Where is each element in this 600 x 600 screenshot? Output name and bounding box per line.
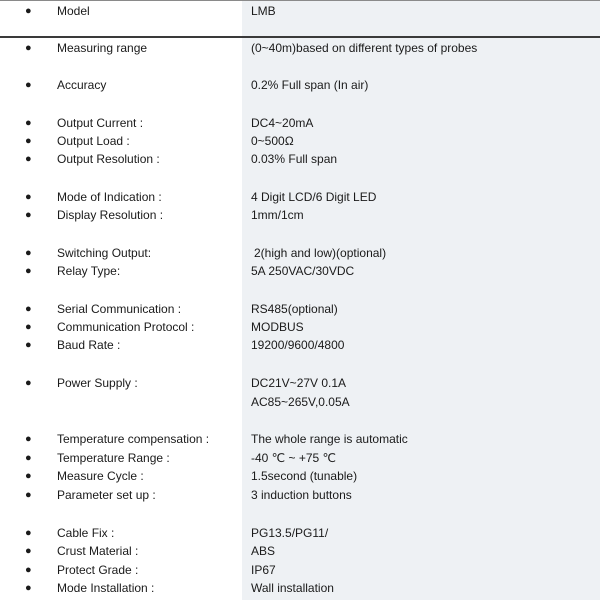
bullet: ● [25,117,32,129]
spec-label: Serial Communication : [57,302,182,316]
spec-row-baud-rate [0,336,600,354]
spec-label: Relay Type: [57,264,121,278]
spec-row-parameter-set-up [0,486,600,504]
spec-label: Mode of Indication : [57,190,162,204]
spec-label: Display Resolution : [57,208,164,222]
bullet: ● [25,582,32,594]
spec-value: DC21V~27V 0.1A [251,376,347,390]
spec-value: RS485(optional) [251,302,338,316]
spec-label: Power Supply : [57,376,138,390]
spec-value-secondary: AC85~265V,0.05A [251,395,350,409]
spec-row-accuracy [0,76,600,94]
bullet: ● [25,564,32,576]
bullet: ● [25,545,32,557]
bullet: ● [25,489,32,501]
spec-label: Measuring range [57,41,148,55]
bullet: ● [25,265,32,277]
spec-label: Temperature compensation : [57,432,210,446]
bullet: ● [25,79,32,91]
spec-row-protect-grade [0,561,600,579]
spec-label: Output Load : [57,134,130,148]
bullet: ● [25,5,32,17]
bullet: ● [25,527,32,539]
spec-row-crust-material [0,542,600,560]
bullet: ● [25,247,32,259]
spec-value: (0~40m)based on different types of probes [251,41,478,55]
spec-label: Parameter set up : [57,488,156,502]
spec-row-communication-protocol [0,318,600,336]
bullet: ● [25,191,32,203]
spec-value: ABS [251,544,276,558]
bullet: ● [25,470,32,482]
spec-value: 0.2% Full span (In air) [251,78,369,92]
bullet: ● [25,452,32,464]
spec-value: -40 ℃ ~ +75 ℃ [251,451,336,465]
bullet: ● [25,339,32,351]
spec-value: Wall installation [251,581,334,595]
spec-label: Accuracy [57,78,107,92]
bullet: ● [25,42,32,54]
spec-value: MODBUS [251,320,304,334]
spec-row-temperature-range [0,449,600,467]
spec-row-measuring-range [0,39,600,57]
spec-value: 19200/9600/4800 [251,338,345,352]
bullet: ● [25,135,32,147]
spec-row-output-load [0,132,600,150]
header-divider [0,36,600,38]
spec-label: Output Current : [57,116,144,130]
spec-row-power-supply [0,374,600,392]
spec-value: 4 Digit LCD/6 Digit LED [251,190,377,204]
spec-label: Cable Fix : [57,526,115,540]
spec-row-display-resolution [0,206,600,224]
spec-label: Baud Rate : [57,338,121,352]
spec-value: IP67 [251,563,276,577]
bullet: ● [25,321,32,333]
spec-value: 0~500Ω [251,134,294,148]
spec-label: Output Resolution : [57,152,160,166]
spec-label: Mode Installation : [57,581,155,595]
spec-value: The whole range is automatic [251,432,408,446]
spec-label: Crust Material : [57,544,139,558]
spec-row-mode-installation [0,579,600,597]
spec-row-relay-type [0,262,600,280]
spec-row-temperature-compensation [0,430,600,448]
spec-label: Switching Output: [57,246,152,260]
spec-row-model [0,2,600,20]
bullet: ● [25,303,32,315]
spec-value: 5A 250VAC/30VDC [251,264,355,278]
spec-row-measure-cycle [0,467,600,485]
spec-row-cable-fix [0,524,600,542]
spec-value: 0.03% Full span [251,152,338,166]
bullet: ● [25,153,32,165]
bullet: ● [25,209,32,221]
spec-value: 3 induction buttons [251,488,352,502]
spec-value: 2(high and low)(optional) [254,246,387,260]
spec-value: 1mm/1cm [251,208,304,222]
spec-row-serial-communication [0,300,600,318]
bullet: ● [25,377,32,389]
spec-row-switching-output [0,244,600,262]
spec-value: LMB [251,4,276,18]
spec-row-output-resolution [0,150,600,168]
spec-row-mode-of-indication [0,188,600,206]
spec-label: Communication Protocol : [57,320,195,334]
spec-row-power-supply-continued [0,393,600,411]
bullet: ● [25,433,32,445]
spec-label: Temperature Range : [57,451,170,465]
spec-row-output-current [0,114,600,132]
spec-value: 1.5second (tunable) [251,469,358,483]
top-rule [0,0,600,1]
spec-label: Measure Cycle : [57,469,144,483]
spec-value: PG13.5/PG11/ [251,526,329,540]
spec-value: DC4~20mA [251,116,314,130]
spec-label: Protect Grade : [57,563,139,577]
spec-label: Model [57,4,90,18]
